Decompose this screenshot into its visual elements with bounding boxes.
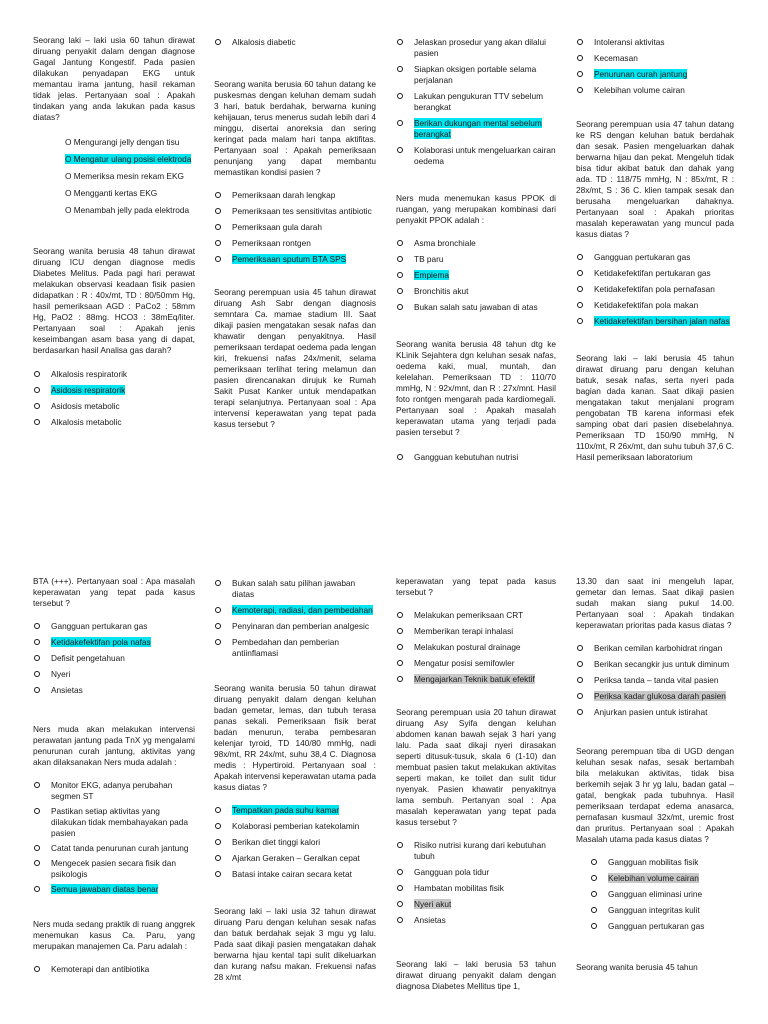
question-text: Seorang wanita berusia 60 tahun datang ke puskesmas dengan keluhan demam sudah 3 hari, batuk berdahak, berwarna kuning kehijauan, terus menerus sudah lebih dari 4 minggu, disertai anoreksia dan sering keringat pada malam hari tanpa aktifitas. Pertanyaan soal : Apakah pemeriksaan penunjang yang dapat membantu memastikan kondisi pasien ? — [214, 79, 376, 177]
answer-list — [576, 252, 734, 327]
question-text: Ners muda sedang praktik di ruang anggrek menemukan kasus Ca. Paru, yang merupakan manajemen Ca. Paru adalah : — [33, 919, 195, 951]
answer-option[interactable]: Nyeri — [33, 669, 195, 680]
answer-list — [214, 578, 376, 659]
question-text: Seorang wanita berusia 45 tahun — [576, 962, 698, 972]
question-text: Seorang laki – laki berusia 45 tahun dirawat diruang paru dengan keluhan batuk, sesak nafas, serta nyeri pada bagian dada kanan. Saat dikaji pasien mengatakan takut menjalani program pengobatan TB karena informasi efek samping obat dari pasien disebelahnya. Pemeriksaan TD 150/90 mmHg, N 110x/mt, R 26x/mt, dan suhu tubuh 37,6 C. Hasil pemeriksaan laboratorium — [576, 353, 734, 462]
answer-list — [590, 857, 734, 932]
answer-option[interactable]: Defisit pengetahuan — [33, 653, 195, 664]
answer-option[interactable]: Gangguan pertukaran gas — [33, 621, 195, 632]
answer-option-selected[interactable]: Empiema — [396, 270, 556, 281]
answer-option[interactable]: Pemeriksaan darah lengkap — [214, 190, 376, 201]
answer-list — [33, 621, 195, 696]
answer-list — [396, 452, 556, 463]
top-column-3 — [396, 37, 556, 463]
top-column-1 — [33, 35, 195, 428]
answer-list — [214, 190, 376, 265]
question-text: Seorang wanita berusia 48 tahun dirawat diruang ICU dengan diagnose medis Diabetes Melitus. Pada pagi hari perawat melakukan observasi keadaan fisik pasien didapatkan : R : 40x/mt, TD : 80/50mm Hg, hasil pemeriksaan AGD : PaCo2 : 58mm Hg, PaO2 : 88mg. HCO3 : 38mEq/liter. Pertanyaan soal : Apakah jenis keseimbangan asam basa yang di dapat, berdasarkan hasil Analisa gas darah? — [33, 246, 195, 355]
answer-option[interactable]: Jelaskan prosedur yang akan dilalui pasien — [396, 37, 556, 59]
answer-option-selected[interactable]: Nyeri akut — [396, 899, 556, 910]
answer-option[interactable]: Gangguan mobilitas fisik — [590, 857, 734, 868]
bottom-column-4 — [576, 576, 734, 973]
answer-list — [396, 238, 556, 313]
answer-option[interactable]: Asma bronchiale — [396, 238, 556, 249]
question-text: Seorang perempuan usia 47 tahun datang ke RS dengan keluhan batuk berdahak dan sesak. Pasien mengeluarkan dahak berwarna hijau dan pekat. Mengeluh tidak bisa tidur akibat batuk dan dahak yang ada. TD : 118/75 mmHg, N : 85x/mt, R : 28x/mt, S : 36 C. klien tampak sesak dan berusaha mengeluarkan dahaknya. Pertanyaan soal : Apakah prioritas masalah keperawatan yang muncul pada kasus diatas ? — [576, 119, 734, 239]
answer-option[interactable]: Alkalosis diabetic — [214, 37, 376, 48]
answer-option[interactable]: Ansietas — [396, 915, 556, 926]
answer-option[interactable]: Monitor EKG, adanya perubahan segmen ST — [33, 780, 195, 802]
answer-option[interactable]: Batasi intake cairan secara ketat — [214, 869, 376, 880]
answer-option[interactable]: O Mengurangi jelly dengan tisu — [65, 137, 180, 147]
answer-option-selected[interactable]: Kelebihan volume cairan — [590, 873, 734, 884]
question-text: keperawatan yang tepat pada kasus tersebut ? — [396, 576, 556, 597]
answer-option[interactable]: Kemoterapi dan antibiotika — [33, 964, 195, 975]
answer-option[interactable]: Ansietas — [33, 685, 195, 696]
question-text: Seorang laki – laki berusia 53 tahun dirawat diruang penyakit dalam dengan diagnosa Diabetes Mellitus tipe 1, — [396, 959, 556, 991]
answer-option[interactable]: Bronchitis akut — [396, 286, 556, 297]
answer-option[interactable]: Gangguan pola tidur — [396, 867, 556, 878]
answer-option[interactable]: Hambatan mobilitas fisik — [396, 883, 556, 894]
question-text: Ners muda akan melakukan intervensi perawatan jantung pada TnX yg mengalami penurunan curah jantung, aktivitas yang akan dilaksanakan Ners muda adalah : — [33, 724, 195, 767]
question-text: Seorang laki – laki usia 60 tahun dirawat diruang penyakit dalam dengan diagnose Gagal Jantung Kongestif. Pada pasien dilakukan penyadapan EKG untuk memantau irama jantung, hasil rekaman tidak jelas. Pertanyaan soal : Apakah tindakan yang anda lakukan pada kasus diatas? — [33, 35, 195, 122]
answer-option[interactable]: Pemeriksaan rontgen — [214, 238, 376, 249]
question-text: Seorang perempuan tiba di UGD dengan keluhan sesak nafas, sesak bertambah bila melakukan aktivitas, tidak bisa berkemih sejak 3 hr yg lalu, badan gatal – gatal, bengkak pada tubuhnya. Hasil pemeriksaan terdapat edema anasarca, pernafasan kusmaul 32x/mt, uremic frost dan pruritus. Pertanyaan soal : Apakah Masalah utama pada kasus diatas ? — [576, 746, 734, 844]
answer-option[interactable]: Berikan secangkir jus untuk diminum — [576, 659, 734, 670]
answer-option[interactable]: Kolaborasi untuk mengeluarkan cairan oedema — [396, 145, 556, 167]
answer-list — [33, 369, 195, 428]
answer-option[interactable]: Pemeriksaan gula darah — [214, 222, 376, 233]
answer-option[interactable]: Ketidakefektifan pola pernafasan — [576, 284, 734, 295]
answer-option[interactable]: Melakukan pemeriksaan CRT — [396, 610, 556, 621]
answer-option[interactable]: Ketidakefektifan pertukaran gas — [576, 268, 734, 279]
answer-option[interactable]: Berikan diet tinggi kalori — [214, 837, 376, 848]
answer-option[interactable]: Catat tanda penurunan curah jantung — [33, 843, 195, 854]
answer-option[interactable]: TB paru — [396, 254, 556, 265]
answer-option-selected[interactable]: Mengajarkan Teknik batuk efektif — [396, 674, 556, 685]
top-column-2 — [214, 37, 376, 430]
top-column-4 — [576, 37, 734, 463]
answer-list — [576, 37, 734, 96]
answer-option[interactable]: Kecemasan — [576, 53, 734, 64]
answer-option-selected[interactable]: Penurunan curah jantung — [576, 69, 734, 80]
answer-list — [214, 805, 376, 880]
question-text: Seorang laki – laki usia 32 tahun dirawat diruang Paru dengan keluhan sesak nafas dan batuk berdahak sejak 3 mgu yg lalu. Pada saat dikaji pasien mengatakan dahak berwarna hjau kental tapi sulit dikeluarkan dan kurang nafsu makan. Frekuensi nafas 28 x/mt — [214, 906, 376, 982]
answer-option[interactable]: Intoleransi aktivitas — [576, 37, 734, 48]
answer-option-selected[interactable]: O Mengatur ulang posisi elektroda — [65, 154, 192, 164]
question-text: Seorang perempuan usia 20 tahun dirawat diruang Asy Syifa dengan keluhan abdomen kanan bawah sejak 3 hari yang lalu. Pada saat dikaji nyeri dirasakan seperti ditusuk-tusuk, skala 6 (1-10) dan membuat pasien takut melakukan aktivitas seperti makan, ke toilet dan sulit tidur nyenyak. Pasien khawatir penyakitnya lama sembuh. Pertanyan soal : Apa masalah keperawatan yang tepat pada kasus tersebut ? — [396, 707, 556, 827]
bottom-column-1 — [33, 576, 195, 975]
answer-option[interactable]: Mengatur posisi semifowler — [396, 658, 556, 669]
answer-option[interactable]: Gangguan pertukaran gas — [576, 252, 734, 263]
answer-option[interactable]: Ajarkan Geraken – Geralkan cepat — [214, 853, 376, 864]
answer-option[interactable]: Gangguan integritas kulit — [590, 905, 734, 916]
answer-option[interactable]: O Mengganti kertas EKG — [65, 188, 158, 198]
question-text: Seorang wanita berusia 48 tahun dtg ke KLinik Sejahtera dgn keluhan sesak nafas, oedema kaki, mual, muntah, dan kelelahan. Pemeriksaan TD : 110/70 mmHg, N : 92x/mnt, dan R : 27x/mnt. Hasil foto rontgen mengarah pada kardiomegali. Pertanyaan soal : Apakah masalah keperawatan utama yang terjadi pada pasien tersebut ? — [396, 339, 556, 437]
answer-option[interactable]: Anjurkan pasien untuk istirahat — [576, 707, 734, 718]
answer-option[interactable]: Memberikan terapi inhalasi — [396, 626, 556, 637]
bottom-column-3 — [396, 576, 556, 992]
question-text: Ners muda menemukan kasus PPOK di ruangan, yang merupakan kombinasi dari penyakit PPOK adalah : — [396, 193, 556, 225]
answer-option[interactable]: Risiko nutrisi kurang dari kebutuhan tubuh — [396, 840, 556, 862]
question-text: Seorang wanita berusia 50 tahun dirawat diruang penyakit dalam dengan keluhan badan gemetar, lemas, dan tubuh terasa panas sekali. Pemeriksaan fisik berat badan menurun, teraba pembesaran kelenjar tyroid, TD 140/80 mmHg, nadi 98x/mt, RR 24x/mt, suhu 38,4 C. Diagnosa medis : Hypertiroid. Pertanyaan soal : Apakah intervensi keperawatan utama pada kasus diatas ? — [214, 683, 376, 792]
answer-option[interactable]: Lakukan pengukuran TTV sebelum berangkat — [396, 91, 556, 113]
answer-list — [33, 780, 195, 895]
question-text: 13.30 dan saat ini mengeluh lapar, gemetar dan lemas. Saat dikaji pasien sudah makan siang pukul 14.00. Pertanyaan soal : Apakah tindakan keperawatan prioritas pada kasus diatas ? — [576, 576, 734, 630]
answer-option-selected[interactable]: Pemeriksaan sputum BTA SPS — [214, 254, 376, 265]
answer-option[interactable]: Melakukan postural drainage — [396, 642, 556, 653]
answer-option-selected[interactable]: Ketidakefektifan pola nafas — [33, 637, 195, 648]
answer-list — [396, 37, 556, 167]
answer-option[interactable]: Pastikan setiap aktivitas yang dilakukan tidak membahayakan pada pasien — [33, 806, 195, 839]
answer-option-selected[interactable]: Asidosis respiratorik — [33, 385, 195, 396]
answer-option[interactable]: Bukan salah satu jawaban di atas — [396, 302, 556, 313]
answer-option[interactable]: Ketidakefektifan pola makan — [576, 300, 734, 311]
answer-option[interactable]: Pemeriksaan tes sensitivitas antibiotic — [214, 206, 376, 217]
answer-option-selected[interactable]: Ketidakefektifan bersihan jalan nafas — [576, 316, 734, 327]
question-text: Seorang perempuan usia 45 tahun dirawat diruang Ash Sabr dengan diagnosis semntara Ca. mamae stadium III. Saat dikaji pasien mengatakan sesak nafas dan khawatir dengan penyakitnya. Hasil pemeriksaan terdapat oedema pada lengan kiri, frekuensi nafas 24x/menit, selama pemeriksaan terlihat tering melamun dan pasien direncanakan dirujuk ke Rumah Sakit Pusat Kanker untuk mendapatkan terapi selanjutnya. Pertanyaan soal : Apa intervensi keperawatan yang tepat pada kasus tersebut ? — [214, 287, 376, 429]
answer-option-selected[interactable]: Kemoterapi, radiasi, dan pembedahan — [214, 605, 376, 616]
answer-option[interactable]: Bukan salah satu pilihan jawaban diatas — [214, 578, 376, 600]
answer-option[interactable]: Gangguan kebutuhan nutrisi — [396, 452, 556, 463]
bottom-column-2 — [214, 578, 376, 983]
answer-option[interactable]: Kolaborasi pemberian katekolamin — [214, 821, 376, 832]
answer-option[interactable]: Pembedahan dan pemberian antiinflamasi — [214, 637, 376, 659]
answer-list — [33, 964, 195, 975]
answer-list — [396, 610, 556, 685]
answer-option-selected[interactable]: Tempatkan pada suhu kamar — [214, 805, 376, 816]
answer-option[interactable]: O Memeriksa mesin rekam EKG — [65, 171, 184, 181]
answer-option-selected[interactable]: Semua jawaban diatas benar — [33, 884, 195, 895]
answer-option-selected[interactable]: Berikan dukungan mental sebelum berangkat — [396, 118, 556, 140]
question-text: BTA (+++). Pertanyaan soal : Apa masalah keperawatan yang tepat pada kasus tersebut ? — [33, 576, 195, 608]
answer-option[interactable]: Asidosis metabolic — [33, 401, 195, 412]
answer-option[interactable]: Siapkan oksigen portable selama perjalanan — [396, 64, 556, 86]
answer-list — [576, 643, 734, 718]
answer-list — [396, 840, 556, 926]
answer-option[interactable]: Alkalosis metabolic — [33, 417, 195, 428]
answer-option[interactable]: Berikan cemilan karbohidrat ringan — [576, 643, 734, 654]
answer-option[interactable]: Gangguan pertukaran gas — [590, 921, 734, 932]
answer-option[interactable]: Gangguan eliminasi urine — [590, 889, 734, 900]
answer-option[interactable]: Periksa tanda – tanda vital pasien — [576, 675, 734, 686]
answer-option[interactable]: Penyinaran dan pemberian analgesic — [214, 621, 376, 632]
answer-option[interactable]: Mengecek pasien secara fisik dan psikologis — [33, 858, 195, 880]
answer-list — [65, 137, 195, 216]
answer-option-selected[interactable]: Periksa kadar glukosa darah pasien — [576, 691, 734, 702]
answer-option[interactable]: O Menambah jelly pada elektroda — [65, 205, 190, 215]
answer-option[interactable]: Kelebihan volume cairan — [576, 85, 734, 96]
answer-option[interactable]: Alkalosis respiratorik — [33, 369, 195, 380]
